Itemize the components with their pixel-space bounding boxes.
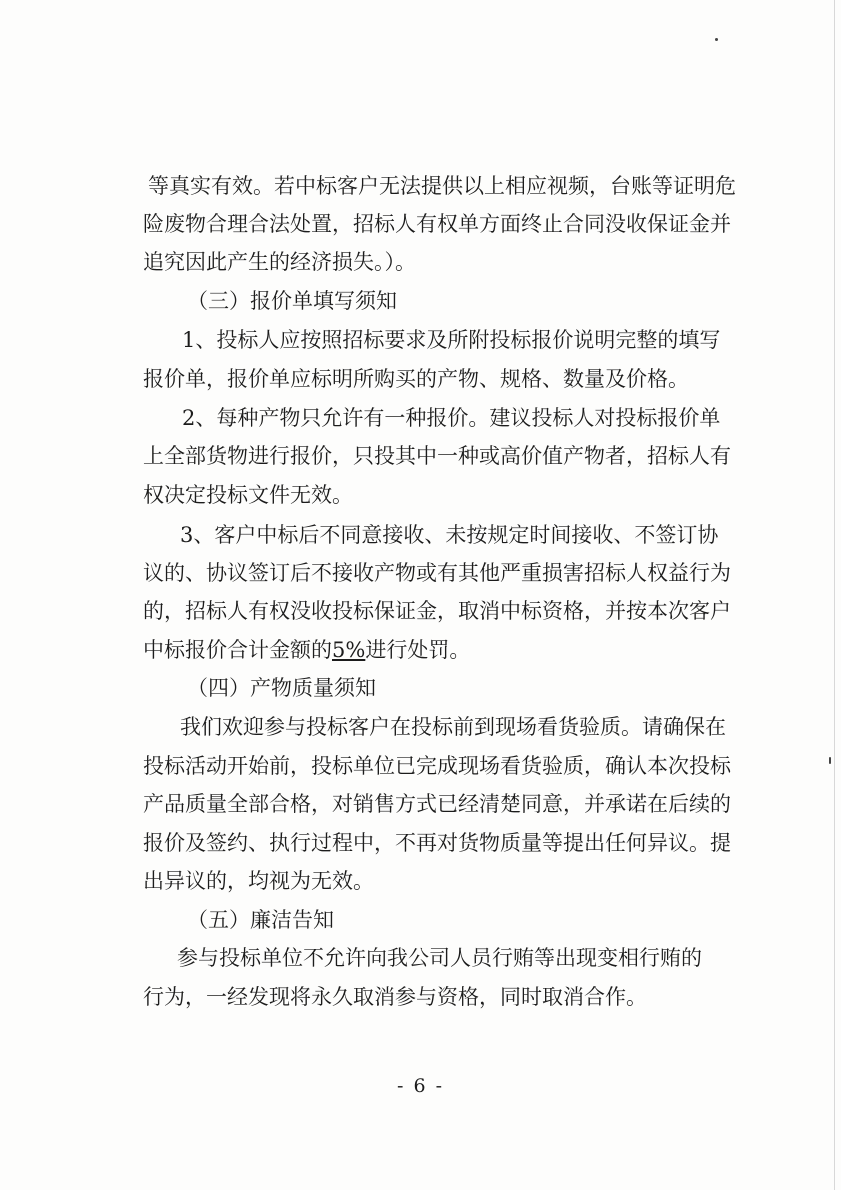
scan-speck	[715, 38, 718, 41]
scan-edge	[834, 0, 835, 1190]
scan-speck	[829, 757, 831, 764]
paragraph-line: 出异议的，均视为无效。	[143, 869, 374, 893]
section-heading: （三）报价单填写须知	[187, 289, 397, 313]
paragraph-line: 权决定投标文件无效。	[143, 483, 353, 507]
paragraph-line: 的，招标人有权没收投标保证金，取消中标资格，并按本次客户	[143, 599, 731, 623]
paragraph-line: 3、客户中标后不同意接收、未按规定时间接收、不签订协	[180, 523, 719, 547]
paragraph-line: 等真实有效。若中标客户无法提供以上相应视频，台账等证明危	[148, 174, 736, 198]
paragraph-line: 1、投标人应按照招标要求及所附投标报价说明完整的填写	[182, 328, 721, 352]
paragraph-line: 我们欢迎参与投标客户在投标前到现场看货验质。请确保在	[180, 715, 726, 739]
paragraph-line: 报价及签约、执行过程中，不再对货物质量等提出任何异议。提	[143, 831, 731, 855]
paragraph-line: 报价单，报价单应标明所购买的产物、规格、数量及价格。	[143, 367, 689, 391]
paragraph-line: 产品质量全部合格，对销售方式已经清楚同意，并承诺在后续的	[143, 792, 731, 816]
paragraph-line: 议的、协议签订后不接收产物或有其他严重损害招标人权益行为	[143, 561, 731, 585]
paragraph-line	[143, 636, 470, 664]
paragraph-line: 投标活动开始前，投标单位已完成现场看货验质，确认本次投标	[143, 754, 731, 778]
page-number: - 6 -	[396, 1075, 444, 1097]
section-heading: （四）产物质量须知	[187, 676, 376, 700]
paragraph-line: 2、每种产物只允许有一种报价。建议投标人对投标报价单	[182, 406, 721, 430]
line-text: 中标报价合计金额的	[143, 638, 332, 662]
line-text: 进行处罚。	[365, 638, 471, 662]
paragraph-line: 险废物合理合法处置，招标人有权单方面终止合同没收保证金并	[143, 212, 731, 236]
paragraph-line: 参与投标单位不允许向我公司人员行贿等出现变相行贿的	[177, 946, 702, 970]
paragraph-line: 行为，一经发现将永久取消参与资格，同时取消合作。	[143, 985, 647, 1009]
paragraph-line: 上全部货物进行报价，只投其中一种或高价值产物者，招标人有	[143, 444, 731, 468]
penalty-percent: 5%	[332, 638, 366, 662]
section-heading: （五）廉洁告知	[187, 908, 334, 932]
paragraph-line: 追究因此产生的经济损失。）。	[143, 250, 416, 274]
